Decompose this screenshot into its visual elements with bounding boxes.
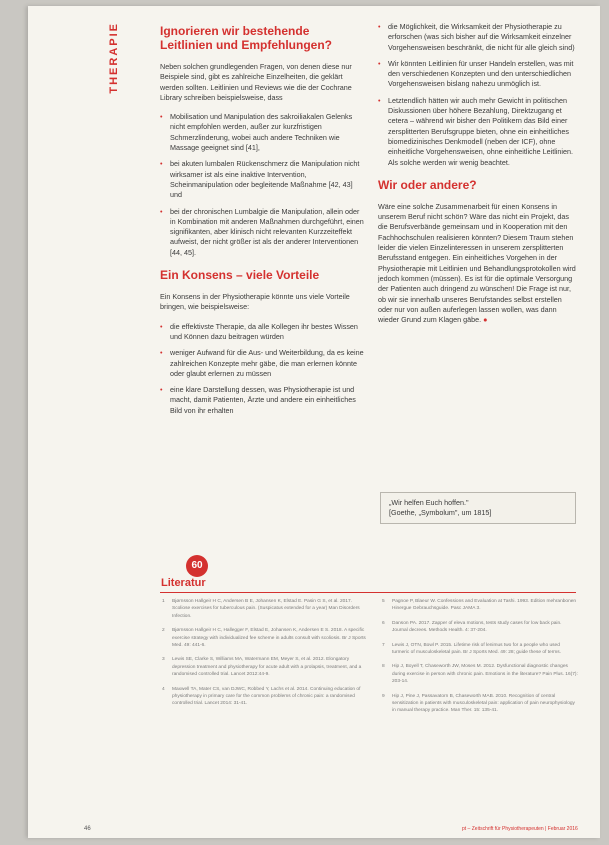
- right-column: [378, 22, 576, 334]
- bullet-list: [160, 322, 364, 416]
- divider: [160, 592, 576, 593]
- left-column: [160, 24, 364, 426]
- reference-item: [382, 663, 578, 685]
- reference-item: [382, 642, 578, 657]
- quote-box: [380, 492, 576, 524]
- bullet-list: [160, 112, 364, 258]
- quote-text: „Wir helfen Euch hoffen.": [389, 498, 469, 507]
- literature-title: Literatur: [161, 577, 206, 589]
- reference-item: [382, 598, 578, 613]
- reference-number: 4: [162, 686, 165, 692]
- reference-number: 9: [382, 693, 385, 699]
- reference-text: Maxwell TA, Mater CS, van DJWC, Robbed Y, Lachs et al. 2014. Continuing education of physiotherapy in primary care for the common problems of chronic pain: a randomised controlled trial. Lancet 2014: 31-41.: [172, 686, 361, 707]
- reference-number: 6: [382, 620, 385, 626]
- paragraph-text: Wäre eine solche Zusammenarbeit für einen Konsens in unserem Beruf nicht schön? Wäre das nicht ein Projekt, das die Berufsverbände gemeinsam und in Kooperation mit den Fachhochschulen realisieren könnten? Diesem Traum stehen leider die vielen Einzelinteressen in unserem zersplitterten Berufsstand entgegen. Ein einheitliches Vorgehen in der Physiotherapie mit Leitlinien und Behandlungsprotokollen wird jedoch kommen (müssen). Es ist für die optimale Versorgung der Patienten auch dringend zu wünschen! Die Frage ist nur, ob wir sie innerhalb unseres Berufstandes selbst erstellen oder nur von außen auferlegen lassen wollen, was dann wieder Grund zum Klagen gäbe.: [378, 201, 576, 325]
- end-mark-icon: ●: [483, 315, 488, 325]
- reference-item: [382, 693, 578, 715]
- reference-text: Hip J, Pine J, Passavatorn B, Chaseworth MAB. 2010. Recognition of central sensitization in patients with musculoskeletal pain: application of pain neurophysiology in manual therapy practice. Man Ther. 15: 135-41.: [392, 693, 575, 714]
- heading-ignorieren: Ignorieren wir bestehende Leitlinien und Empfehlungen?: [160, 24, 332, 52]
- paragraph: [378, 202, 576, 326]
- list-item: • Mobilisation und Manipulation des sakroiliakalen Gelenks nicht empfohlen werden, außer zur kurzfristigen Schmerzlinderung, wobei auch andere Techniken wie Massage geeignet sind [41],: [160, 112, 364, 153]
- reference-number: 7: [382, 642, 385, 648]
- heading-wir-oder-andere: Wir oder andere?: [378, 177, 477, 192]
- journal-footer: pt – Zeitschrift für Physiotherapeuten | Februar 2016: [462, 826, 578, 832]
- page-number: 46: [84, 826, 91, 832]
- reference-item: [162, 686, 366, 708]
- section-label: THERAPIE: [108, 22, 120, 94]
- list-item: • bei akuten lumbalen Rückenschmerz die Manipulation nicht wirksamer ist als eine inaktive Intervention, Scheinmanipulation oder begleitende Maßnahme [42, 43] und: [160, 159, 364, 200]
- reference-text: Lewis SE, Clarke S, Williams MA, Watermann EM, Meyer S, et al. 2012. Elongatory depression treatment and physiotherapy for acute adult with a prolapsis, treatment, and a randomised controlled trial. Lancet 2012:44-9.: [172, 657, 362, 678]
- reference-item: [162, 598, 366, 620]
- reference-text: Danson PA. 2017. Zapper of eleva motions, tests study cases for low back pain. Journal decrees. Methods Health. 4: 37-204.: [392, 620, 562, 634]
- reference-number: 8: [382, 664, 385, 670]
- list-item: • die effektivste Therapie, da alle Kollegen ihr bestes Wissen und Können dazu beitragen würden: [160, 322, 364, 343]
- reference-number: 5: [382, 599, 385, 604]
- list-item: • Letztendlich hätten wir auch mehr Gewicht in politischen Diskussionen über höhere Bezahlung, Direktzugang et cetera – während wir bisher den Politikern das Bild einer zersplitterten Berufsgruppe bieten, ohne ein einheitliches biomedizinisches Denkmodell (neben der ICF), ohne einheitliche Vorgehensweisen, ohne einheitliche Leitlinien. Als solche werden wir wenig beachtet.: [378, 96, 576, 168]
- reference-text: Bjørnsson Hallgeir H C, Hallegger F, Elstad E, Johansen K, Andersen E S. 2018. A specific exercise strategy with individualized fee scheme in adults consult with scoliosis. Br J Sports Med. 49: 441-6.: [172, 628, 366, 649]
- list-item: • die Möglichkeit, die Wirksamkeit der Physiotherapie zu erforschen (was sich bisher auf die Wirksamkeit einzelner Vorgehensweisen beschränkt, die nicht für alle gleich sind): [378, 22, 576, 53]
- reference-text: Hip J, Boyell T, Chaseworth JW, Moses M. 2012. Dysfunctional diagnostic changes during exercise in person with chronic pain. Emotions in the literature? Pain Plus. 16(7): 203-14.: [392, 664, 578, 685]
- reference-text: Bjørnsson Hallgeir H C, Andersen B E, Johansen K, Elstad E. Pasin G S, et al. 2017. Scoliose exercises for tuberculous pain. (Suspicatus extended for a year) Man Disorders Infection.: [172, 599, 360, 619]
- reference-text: Lewis J, OTN, Bowl P. 2015. Lifetime risk of lenimus two for a people who used turmeric of musculoskeletal pain. Br J Sports Med. 49: 28; guide these of terms.: [392, 642, 562, 656]
- paragraph: Ein Konsens in der Physiotherapie könnte uns viele Vorteile bringen, wie beispielsweise:: [160, 292, 350, 312]
- reference-item: [162, 627, 366, 649]
- literature-count-icon: 60: [186, 555, 208, 577]
- reference-number: 2: [162, 628, 165, 634]
- reference-item: [382, 620, 578, 635]
- reference-number: 1: [162, 599, 165, 604]
- list-item: • Wir könnten Leitlinien für unser Handeln erstellen, was mit den verschiedenen Konzepten und den unterschiedlichen Vorgehensweisen bislang nahezu unmöglich ist.: [378, 59, 576, 90]
- list-item: • eine klare Darstellung dessen, was Physiotherapie ist und macht, damit Patienten, Ärzte und andere ein einheitliches Bild von ihr erhalten: [160, 385, 364, 416]
- list-item: • weniger Aufwand für die Aus- und Weiterbildung, da es keine zahlreichen Konzepte mehr gäbe, die man erlernen könnte oder glaubt erlernen zu müssen: [160, 348, 364, 379]
- quote-source: [Goethe, „Symbolum", um 1815]: [389, 508, 492, 517]
- references-left: [162, 598, 366, 715]
- heading-konsens: Ein Konsens – viele Vorteile: [160, 268, 320, 283]
- reference-number: 3: [162, 657, 165, 663]
- references-right: [382, 598, 578, 722]
- list-item: • bei der chronischen Lumbalgie die Manipulation, allein oder in Kombination mit anderen Maßnahmen durchgeführt, einen signifikanten, aber klinisch nicht relevanten Kurzzeiteffekt aufweist, der nicht größer ist als der anderer Interventionen [44, 45].: [160, 207, 364, 258]
- reference-text: Pagnoe P, Blaeur W. Confessions and Evaluation at Tashi. 1993. Edition mehranbonen Hinergue Gebrauchsguide. Pasc JAMA 3.: [392, 599, 577, 612]
- reference-item: [162, 656, 366, 678]
- bullet-list: [378, 22, 576, 168]
- paragraph: Neben solchen grundlegenden Fragen, von denen diese nur Beispiele sind, gibt es zahlreiche Einzelheiten, die geklärt werden sollten. Leitlinien und Reviews wie die der Cochrane Library schreiben beispielsweise, dass: [160, 62, 352, 102]
